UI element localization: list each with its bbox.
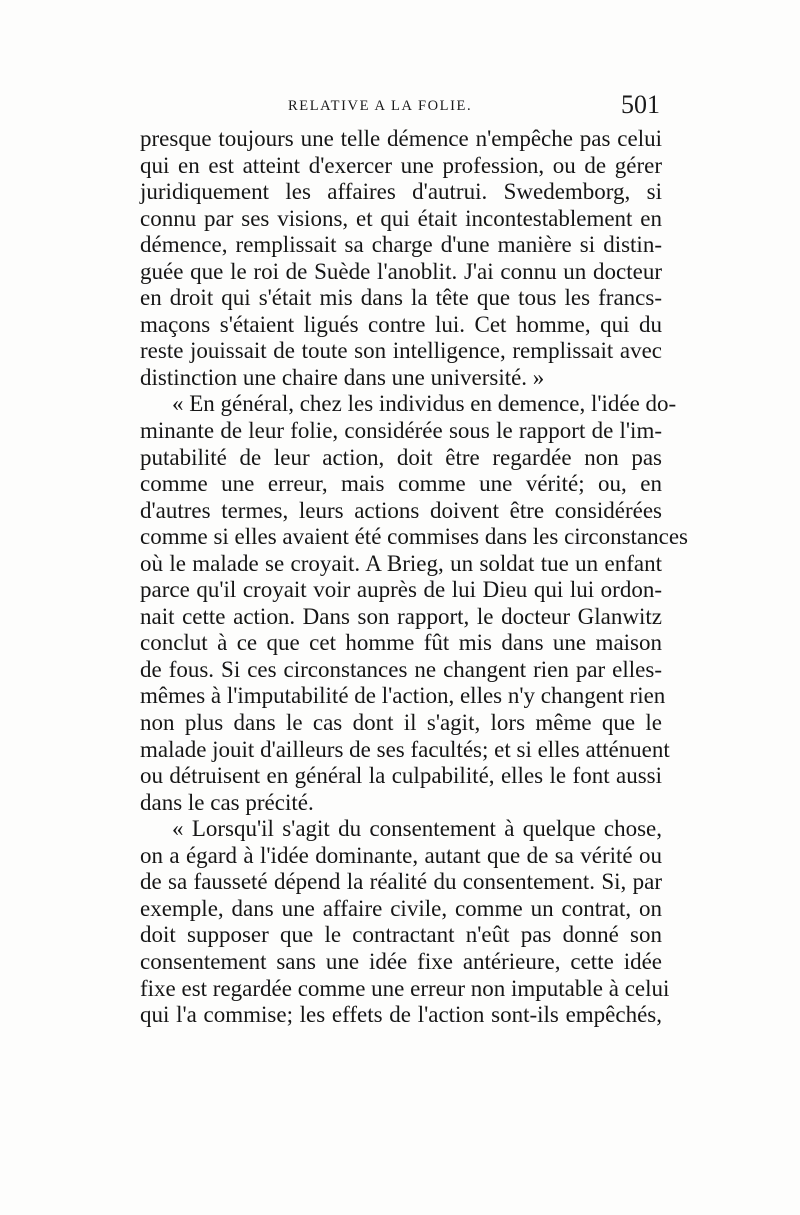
text-line: guée que le roi de Suède l'anoblit. J'ai connu un docteur <box>140 258 662 284</box>
text-line: où le malade se croyait. A Brieg, un soldat tue un enfant <box>140 550 662 576</box>
text-line: fixe est regardée comme une erreur non imputable à celui <box>140 975 670 1001</box>
text-line: minante de leur folie, considérée sous le rapport de l'im- <box>140 418 662 444</box>
body-text <box>140 126 688 1029</box>
text-line: distinction une chaire dans une université. » <box>140 364 545 390</box>
text-line: on a égard à l'idée dominante, autant que de sa vérité ou <box>140 842 662 868</box>
text-line: presque toujours une telle démence n'empêche pas celui <box>140 126 662 151</box>
text-line: exemple, dans une affaire civile, comme un contrat, on <box>140 895 662 921</box>
text-line: de fous. Si ces circonstances ne changent rien par elles- <box>140 656 662 682</box>
text-line: ou détruisent en général la culpabilité, elles le font aussi <box>140 763 662 789</box>
text-line: parce qu'il croyait voir auprès de lui Dieu qui lui ordon- <box>140 577 662 603</box>
text-line: « Lorsqu'il s'agit du consentement à quelque chose, <box>172 816 662 842</box>
text-line: conclut à ce que cet homme fût mis dans une maison <box>140 630 662 656</box>
text-line: dans le cas précité. <box>140 789 314 815</box>
page-number: 501 <box>621 90 660 119</box>
text-line: de sa fausseté dépend la réalité du consentement. Si, par <box>140 869 662 895</box>
text-line: putabilité de leur action, doit être regardée non pas <box>140 444 662 470</box>
text-line: en droit qui s'était mis dans la tête que tous les francs- <box>140 285 662 311</box>
text-line: qui l'a commise; les effets de l'action sont-ils empêchés, <box>140 1002 662 1028</box>
text-line: juridiquement les affaires d'autrui. Swedemborg, si <box>140 179 662 205</box>
text-line: comme une erreur, mais comme une vérité; ou, en <box>140 471 662 497</box>
text-line: connu par ses visions, et qui était incontestablement en <box>140 205 662 231</box>
text-line: nait cette action. Dans son rapport, le docteur Glanwitz <box>140 603 662 629</box>
text-line: non plus dans le cas dont il s'agit, lors même que le <box>140 710 662 736</box>
text-line: démence, remplissait sa charge d'une manière si distin- <box>140 232 662 258</box>
text-line: malade jouit d'ailleurs de ses facultés; et si elles atténuent <box>140 736 670 762</box>
text-line: reste jouissait de toute son intelligence, remplissait avec <box>140 338 662 364</box>
text-line: d'autres termes, leurs actions doivent être considérées <box>140 497 662 523</box>
text-line: mêmes à l'imputabilité de l'action, elles n'y changent rien <box>140 683 666 709</box>
text-line: qui en est atteint d'exercer une profession, ou de gérer <box>140 152 662 178</box>
text-line: « En général, chez les individus en demence, l'idée do- <box>172 391 677 417</box>
running-head: RELATIVE A LA FOLIE. <box>288 98 473 114</box>
text-line: maçons s'étaient ligués contre lui. Cet homme, qui du <box>140 311 662 337</box>
text-line: consentement sans une idée fixe antérieure, cette idée <box>140 948 662 974</box>
text-line: comme si elles avaient été commises dans les circonstances <box>140 524 688 550</box>
page-header <box>140 90 660 124</box>
text-line: doit supposer que le contractant n'eût pas donné son <box>140 922 662 948</box>
